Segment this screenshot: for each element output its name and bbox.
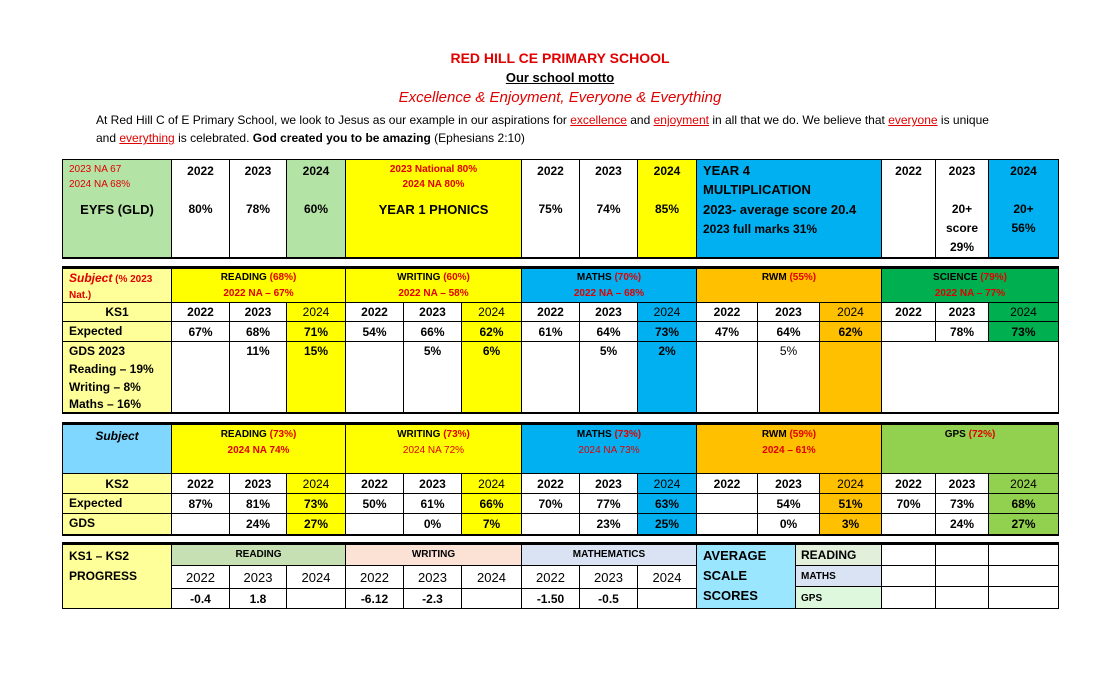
ks2-expected-writing: 61% bbox=[403, 493, 462, 514]
ks1-writing-header: WRITING (60%) 2022 NA – 58% bbox=[345, 268, 522, 303]
ks2-year-rwm: 2024 bbox=[819, 473, 882, 494]
ks2-subject-label: Subject bbox=[95, 429, 139, 443]
progress-writing-header: WRITING bbox=[345, 544, 522, 566]
intro-paragraph: At Red Hill C of E Primary School, we look to Jesus as our example in our aspirations for excellence and enjoyment in all that we do. We believe that everyone is unique and everything is celebrated. God created you to be amazing (Ephesians 2:10) bbox=[96, 113, 989, 145]
ks2-maths-header: MATHS (73%) 2024 NA 73% bbox=[521, 424, 697, 474]
ks2-year-gps: 2024 bbox=[988, 473, 1059, 494]
ks1-gds-reading: 11% bbox=[229, 341, 287, 413]
ks1-expected-science: 78% bbox=[935, 321, 989, 342]
ks1-year-science: 2024 bbox=[988, 302, 1059, 322]
ks2-expected-maths: 70% bbox=[521, 493, 580, 514]
phonics-label-cell: 2023 National 80% 2024 NA 80% YEAR 1 PHONICS bbox=[345, 159, 522, 258]
progress-value-writing bbox=[461, 588, 522, 609]
progress-year-writing: 2022 bbox=[345, 565, 404, 589]
ks2-expected-gps: 73% bbox=[935, 493, 989, 514]
ks1-expected-reading: 67% bbox=[171, 321, 230, 342]
avg-empty-cell bbox=[935, 565, 989, 587]
avg-empty-cell bbox=[935, 586, 989, 609]
eyfs-2022: 2022 80% bbox=[171, 159, 230, 258]
ks2-gps-header: GPS (72%) bbox=[881, 424, 1059, 474]
ks2-gds-gps bbox=[881, 513, 936, 535]
phonics-2023: 2023 74% bbox=[579, 159, 638, 258]
ks1-gds-reading bbox=[171, 341, 230, 413]
ks2-year-writing: 2022 bbox=[345, 473, 404, 494]
eyfs-na-2024: 2024 NA 68% bbox=[69, 179, 131, 190]
ks1-subject-label: Subject bbox=[69, 271, 113, 285]
avg-scale-cell: AVERAGE SCALE SCORES bbox=[696, 544, 796, 609]
ks1-gds-reading: 15% bbox=[286, 341, 346, 413]
ks2-gds-rwm: 0% bbox=[757, 513, 820, 535]
progress-label-1: KS1 – KS2 bbox=[69, 549, 130, 563]
ks2-year-maths: 2022 bbox=[521, 473, 580, 494]
ks1-expected-writing: 66% bbox=[403, 321, 462, 342]
ks2-gds-maths: 25% bbox=[637, 513, 697, 535]
ks1-gds-maths: 5% bbox=[579, 341, 638, 413]
progress-value-writing: -6.12 bbox=[345, 588, 404, 609]
mult-2022: 2022 bbox=[881, 159, 936, 258]
ks2-expected-gps: 68% bbox=[988, 493, 1059, 514]
ks2-year-gps: 2022 bbox=[881, 473, 936, 494]
ks1-gds-label: GDS 2023 bbox=[69, 344, 126, 358]
section-divider-2 bbox=[62, 413, 1059, 424]
mult-2024: 2024 20+ 56% bbox=[988, 159, 1059, 258]
ks2-expected-label: Expected bbox=[69, 496, 123, 510]
ks2-expected-gps: 70% bbox=[881, 493, 936, 514]
ks1-expected-science bbox=[881, 321, 936, 342]
avg-maths-cell: MATHS bbox=[795, 565, 882, 587]
eyfs-label-cell bbox=[62, 159, 172, 258]
multiplication-cell: YEAR 4 MULTIPLICATION 2023- average score 20.4 2023 full marks 31% bbox=[696, 159, 882, 258]
ks1-year-reading: 2024 bbox=[286, 302, 346, 322]
avg-empty-cell bbox=[988, 586, 1059, 609]
ks2-year-maths: 2024 bbox=[637, 473, 697, 494]
progress-value-maths bbox=[637, 588, 697, 609]
ks1-year-rwm: 2022 bbox=[696, 302, 758, 322]
school-name: RED HILL CE PRIMARY SCHOOL bbox=[450, 50, 670, 66]
ks2-expected-reading: 87% bbox=[171, 493, 230, 514]
ks1-year-writing: 2024 bbox=[461, 302, 522, 322]
progress-maths-header: MATHEMATICS bbox=[521, 544, 697, 566]
ks1-year-maths: 2022 bbox=[521, 302, 580, 322]
ks2-gds-gps: 27% bbox=[988, 513, 1059, 535]
progress-value-maths: -1.50 bbox=[521, 588, 580, 609]
ks2-subject-cell bbox=[62, 424, 172, 474]
ks2-gds-reading: 27% bbox=[286, 513, 346, 535]
avg-empty-cell bbox=[881, 586, 936, 609]
ks2-year-writing: 2023 bbox=[403, 473, 462, 494]
ks1-expected-rwm: 47% bbox=[696, 321, 758, 342]
ks1-expected-label: Expected bbox=[69, 324, 123, 338]
progress-year-reading: 2024 bbox=[286, 565, 346, 589]
ks2-year-maths: 2023 bbox=[579, 473, 638, 494]
avg-empty-cell bbox=[935, 544, 989, 566]
ks1-gds-writing bbox=[345, 341, 404, 413]
ks1-gds-writing: 5% bbox=[403, 341, 462, 413]
ks2-year-rwm: 2022 bbox=[696, 473, 758, 494]
ks1-expected-science: 73% bbox=[988, 321, 1059, 342]
eyfs-na-2023: 2023 NA 67 bbox=[69, 164, 122, 175]
ks2-year-reading: 2023 bbox=[229, 473, 287, 494]
ks1-year-science: 2023 bbox=[935, 302, 989, 322]
ks1-expected-rwm: 62% bbox=[819, 321, 882, 342]
ks1-year-science: 2022 bbox=[881, 302, 936, 322]
ks2-gds-reading bbox=[171, 513, 230, 535]
progress-reading-header: READING bbox=[171, 544, 346, 566]
progress-value-reading: 1.8 bbox=[229, 588, 287, 609]
ks1-expected-maths: 64% bbox=[579, 321, 638, 342]
ks1-expected-reading: 68% bbox=[229, 321, 287, 342]
ks1-year-maths: 2024 bbox=[637, 302, 697, 322]
ks2-expected-writing: 66% bbox=[461, 493, 522, 514]
ks1-year-rwm: 2023 bbox=[757, 302, 820, 322]
progress-value-reading: -0.4 bbox=[171, 588, 230, 609]
progress-year-reading: 2022 bbox=[171, 565, 230, 589]
ks1-expected-maths: 61% bbox=[521, 321, 580, 342]
avg-gps-cell: GPS bbox=[795, 586, 882, 609]
progress-year-maths: 2023 bbox=[579, 565, 638, 589]
ks2-gds-maths bbox=[521, 513, 580, 535]
progress-year-writing: 2024 bbox=[461, 565, 522, 589]
ks2-gds-maths: 23% bbox=[579, 513, 638, 535]
ks1-expected-maths: 73% bbox=[637, 321, 697, 342]
ks1-year-writing: 2022 bbox=[345, 302, 404, 322]
ks2-label-column bbox=[62, 473, 172, 535]
ks2-expected-rwm bbox=[696, 493, 758, 514]
ks1-year-writing: 2023 bbox=[403, 302, 462, 322]
eyfs-2024: 2024 60% bbox=[286, 159, 346, 258]
progress-value-reading bbox=[286, 588, 346, 609]
ks2-expected-maths: 77% bbox=[579, 493, 638, 514]
ks1-rwm-header: RWM (55%) bbox=[696, 268, 882, 303]
ks1-expected-writing: 54% bbox=[345, 321, 404, 342]
progress-value-maths: -0.5 bbox=[579, 588, 638, 609]
ks1-expected-writing: 62% bbox=[461, 321, 522, 342]
ks1-year-maths: 2023 bbox=[579, 302, 638, 322]
ks2-expected-reading: 81% bbox=[229, 493, 287, 514]
phonics-2024: 2024 85% bbox=[637, 159, 697, 258]
avg-reading-cell: READING bbox=[795, 544, 882, 566]
ks2-label: KS2 bbox=[105, 477, 129, 491]
progress-year-reading: 2023 bbox=[229, 565, 287, 589]
ks1-label-column: Subject (% 2023 Nat.) KS1 Expected GDS 2023 Reading – 19% Writing – 8% Maths – 16% bbox=[62, 268, 172, 413]
ks1-year-reading: 2023 bbox=[229, 302, 287, 322]
ks2-expected-writing: 50% bbox=[345, 493, 404, 514]
motto: Excellence & Enjoyment, Everyone & Everything bbox=[398, 89, 722, 106]
ks1-gds-rwm: 5% bbox=[757, 341, 820, 413]
ks2-year-reading: 2022 bbox=[171, 473, 230, 494]
eyfs-label: EYFS (GLD) bbox=[80, 202, 154, 217]
phonics-label: YEAR 1 PHONICS bbox=[378, 202, 489, 217]
progress-label-2: PROGRESS bbox=[69, 569, 138, 583]
motto-heading: Our school motto bbox=[505, 70, 615, 85]
ks1-gds-writing: 6% bbox=[461, 341, 522, 413]
ks2-year-reading: 2024 bbox=[286, 473, 346, 494]
ks2-gds-rwm bbox=[696, 513, 758, 535]
ks2-gds-writing bbox=[345, 513, 404, 535]
ks2-gds-rwm: 3% bbox=[819, 513, 882, 535]
ks1-gds-maths bbox=[521, 341, 580, 413]
ks2-expected-maths: 63% bbox=[637, 493, 697, 514]
ks2-gds-writing: 7% bbox=[461, 513, 522, 535]
ks2-gds-label: GDS bbox=[69, 516, 96, 530]
avg-empty-cell bbox=[881, 565, 936, 587]
ks1-gds-rwm bbox=[819, 341, 882, 413]
eyfs-2023: 2023 78% bbox=[229, 159, 287, 258]
ks1-expected-reading: 71% bbox=[286, 321, 346, 342]
ks2-gds-reading: 24% bbox=[229, 513, 287, 535]
ks1-year-rwm: 2024 bbox=[819, 302, 882, 322]
ks2-writing-header: WRITING (73%) 2024 NA 72% bbox=[345, 424, 522, 474]
section-divider-3 bbox=[62, 535, 1059, 544]
ks2-expected-rwm: 54% bbox=[757, 493, 820, 514]
ks1-reading-header: READING (68%) 2022 NA – 67% bbox=[171, 268, 346, 303]
ks1-expected-rwm: 64% bbox=[757, 321, 820, 342]
progress-value-writing: -2.3 bbox=[403, 588, 462, 609]
progress-year-writing: 2023 bbox=[403, 565, 462, 589]
ks1-maths-header: MATHS (70%) 2022 NA – 68% bbox=[521, 268, 697, 303]
ks1-science-header: SCIENCE (79%) 2022 NA – 77% bbox=[881, 268, 1059, 303]
section-divider bbox=[62, 258, 1059, 268]
ks2-year-writing: 2024 bbox=[461, 473, 522, 494]
ks2-year-gps: 2023 bbox=[935, 473, 989, 494]
ks1-label: KS1 bbox=[105, 305, 129, 319]
progress-label-cell bbox=[62, 544, 172, 609]
ks2-expected-rwm: 51% bbox=[819, 493, 882, 514]
mult-2023: 2023 20+ score 29% bbox=[935, 159, 989, 258]
avg-empty-cell bbox=[988, 565, 1059, 587]
phonics-2022: 2022 75% bbox=[521, 159, 580, 258]
ks2-year-rwm: 2023 bbox=[757, 473, 820, 494]
progress-year-maths: 2024 bbox=[637, 565, 697, 589]
ks1-gds-rwm bbox=[696, 341, 758, 413]
ks1-gds-maths: 2% bbox=[637, 341, 697, 413]
avg-empty-cell bbox=[988, 544, 1059, 566]
ks2-gds-writing: 0% bbox=[403, 513, 462, 535]
ks2-expected-reading: 73% bbox=[286, 493, 346, 514]
ks1-science-gds-empty bbox=[881, 341, 1059, 413]
avg-empty-cell bbox=[881, 544, 936, 566]
ks2-rwm-header: RWM (59%) 2024 – 61% bbox=[696, 424, 882, 474]
progress-year-maths: 2022 bbox=[521, 565, 580, 589]
ks2-reading-header: READING (73%) 2024 NA 74% bbox=[171, 424, 346, 474]
ks1-year-reading: 2022 bbox=[171, 302, 230, 322]
ks2-gds-gps: 24% bbox=[935, 513, 989, 535]
